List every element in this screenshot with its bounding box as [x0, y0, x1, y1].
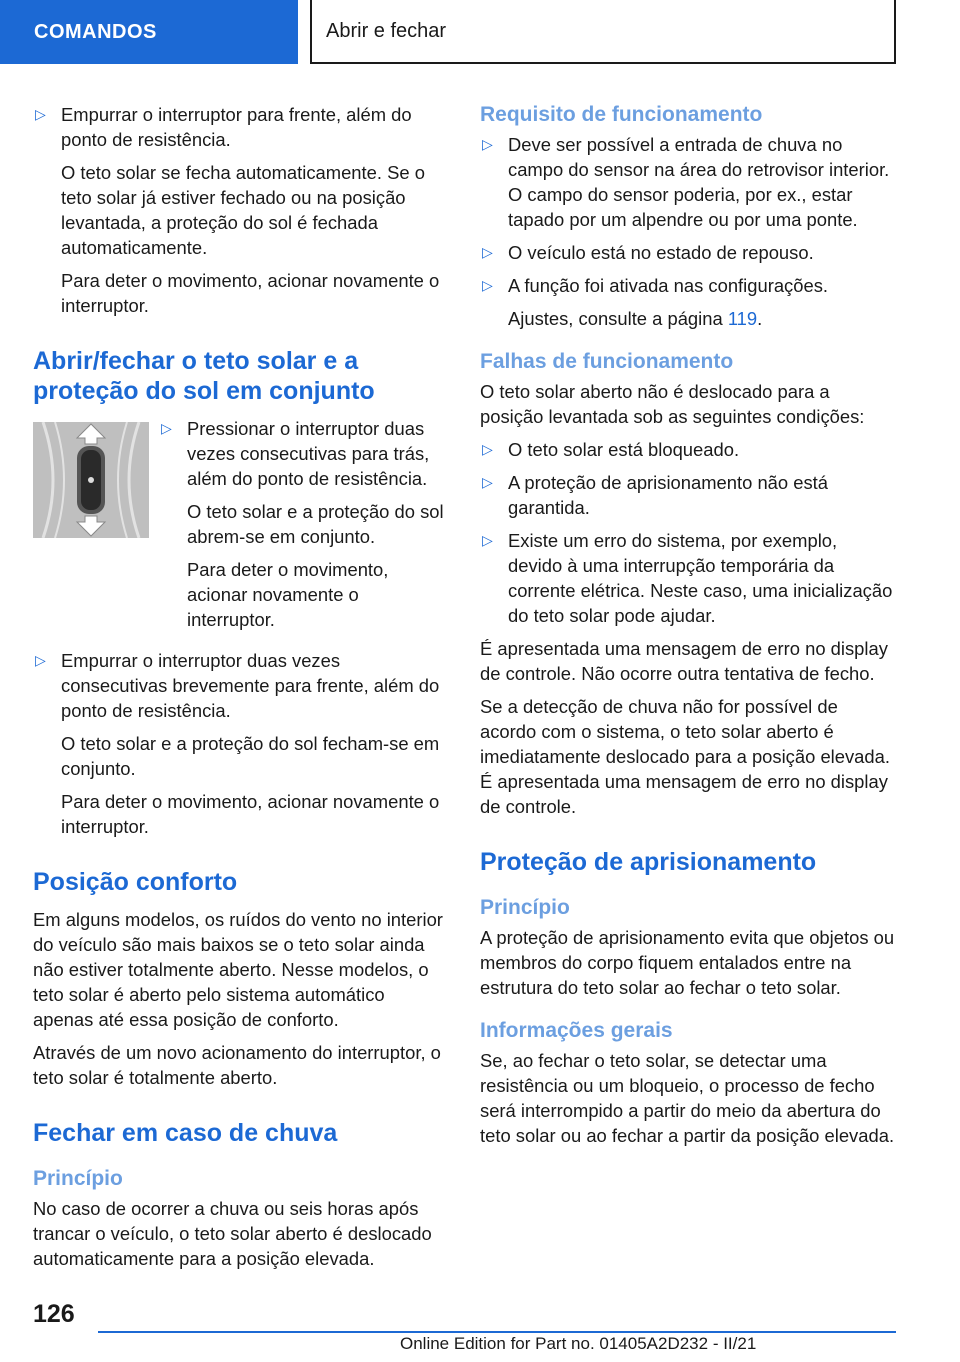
- list-item: [480, 132, 895, 232]
- chapter-tab: COMANDOS: [0, 0, 298, 64]
- list-item: [480, 528, 895, 628]
- list-item: [159, 416, 448, 491]
- page-number: 126: [33, 1300, 75, 1328]
- list-item-text: A função foi ativada nas configurações.: [508, 275, 829, 296]
- triangle-right-icon: ▷: [482, 244, 493, 260]
- subheading-principio: Princípio: [480, 896, 570, 919]
- paragraph: O teto solar se fecha automaticamente. Se o teto solar já estiver fechado ou na posição levantada, a proteção do sol é fechada automaticamente.: [61, 162, 425, 258]
- footer-edition: Online Edition for Part no. 01405A2D232 - II/21: [400, 1334, 757, 1353]
- list-item: [480, 240, 895, 265]
- left-column: [33, 102, 448, 1279]
- paragraph: O teto solar aberto não é deslocado para a posição levantada sob as seguintes condições:: [480, 381, 865, 427]
- paragraph: Para deter o movimento, acionar novamente o interruptor.: [187, 559, 389, 630]
- list-item-text: A proteção de aprisionamento não está garantida.: [508, 472, 829, 518]
- subheading-falhas: Falhas de funcionamento: [480, 350, 734, 373]
- paragraph: Para deter o movimento, acionar novamente o interruptor.: [61, 791, 440, 837]
- section-title: Abrir e fechar: [310, 0, 896, 64]
- paragraph: Em alguns modelos, os ruídos do vento no interior do veículo são mais baixos se o teto solar ainda não estiver totalmente aberto. Nesse modelos, o teto solar é aberto pelo sistema automático apenas até essa posição de conforto.: [33, 909, 443, 1030]
- text: Ajustes, consulte a página: [508, 308, 728, 329]
- triangle-right-icon: ▷: [161, 420, 172, 436]
- right-column: [480, 102, 895, 1156]
- triangle-right-icon: ▷: [35, 652, 46, 668]
- subheading-principio: Princípio: [33, 1167, 123, 1190]
- triangle-right-icon: ▷: [35, 106, 46, 122]
- paragraph: Se, ao fechar o teto solar, se detectar uma resistência ou um bloqueio, o processo de fecho será interrompido a partir do meio da abertura do teto solar ou ao fechar a partir da posição elevada.: [480, 1050, 895, 1146]
- list-item-text: O teto solar está bloqueado.: [508, 439, 740, 460]
- subheading-requisito: Requisito de funcionamento: [480, 103, 763, 126]
- list-item: [480, 273, 895, 298]
- roof-switch-icon: [33, 422, 149, 538]
- triangle-right-icon: ▷: [482, 441, 493, 457]
- paragraph: É apresentada uma mensagem de erro no display de controle. Não ocorre outra tentativa de fecho.: [480, 638, 888, 684]
- triangle-right-icon: ▷: [482, 532, 493, 548]
- heading-protecao: Proteção de aprisionamento: [480, 848, 817, 876]
- list-item: [33, 648, 448, 723]
- paragraph: [480, 306, 895, 331]
- list-item: [480, 437, 895, 462]
- subheading-info: Informações gerais: [480, 1019, 673, 1042]
- page-link[interactable]: 119: [727, 308, 758, 329]
- footer-divider: [98, 1331, 896, 1333]
- triangle-right-icon: ▷: [482, 136, 493, 152]
- figure-block: [33, 416, 448, 640]
- paragraph: A proteção de aprisionamento evita que objetos ou membros do corpo fiquem entalados entre na estrutura do teto solar ao fechar o teto solar.: [480, 927, 895, 998]
- heading-conjunto: Abrir/fechar o teto solar e a proteção do sol em conjunto: [33, 347, 375, 405]
- paragraph: Para deter o movimento, acionar novamente o interruptor.: [61, 270, 440, 316]
- list-item: [480, 470, 895, 520]
- list-item-text: O veículo está no estado de repouso.: [508, 242, 814, 263]
- paragraph: O teto solar e a proteção do sol abrem-se em conjunto.: [187, 501, 444, 547]
- list-item: [33, 102, 448, 152]
- text: .: [757, 308, 763, 329]
- heading-chuva: Fechar em caso de chuva: [33, 1119, 338, 1147]
- paragraph: Se a detecção de chuva não for possível de acordo com o sistema, o teto solar aberto é imediatamente deslocado para a posição elevada. É apresentada uma mensagem de erro no display de controle.: [480, 696, 890, 817]
- paragraph: No caso de ocorrer a chuva ou seis horas após trancar o veículo, o teto solar aberto é deslocado automaticamente para a posição elevada.: [33, 1198, 432, 1269]
- list-item-text: Empurrar o interruptor duas vezes consecutivas brevemente para frente, além do ponto de resistência.: [61, 650, 440, 721]
- list-item-text: Pressionar o interruptor duas vezes consecutivas para trás, além do ponto de resistência.: [187, 418, 430, 489]
- paragraph: O teto solar e a proteção do sol fecham-se em conjunto.: [61, 733, 440, 779]
- triangle-right-icon: ▷: [482, 277, 493, 293]
- list-item-text: Existe um erro do sistema, por exemplo, devido à uma interrupção temporária da corrente elétrica. Neste caso, uma inicialização do teto solar pode ajudar.: [508, 530, 893, 626]
- list-item-text: Empurrar o interruptor para frente, além do ponto de resistência.: [61, 104, 412, 150]
- paragraph: Através de um novo acionamento do interruptor, o teto solar é totalmente aberto.: [33, 1042, 441, 1088]
- list-item-text: Deve ser possível a entrada de chuva no campo do sensor na área do retrovisor interior. O campo do sensor poderia, por ex., estar tapado por um alpendre ou por uma ponte.: [508, 134, 890, 230]
- triangle-right-icon: ▷: [482, 474, 493, 490]
- heading-conforto: Posição conforto: [33, 868, 238, 896]
